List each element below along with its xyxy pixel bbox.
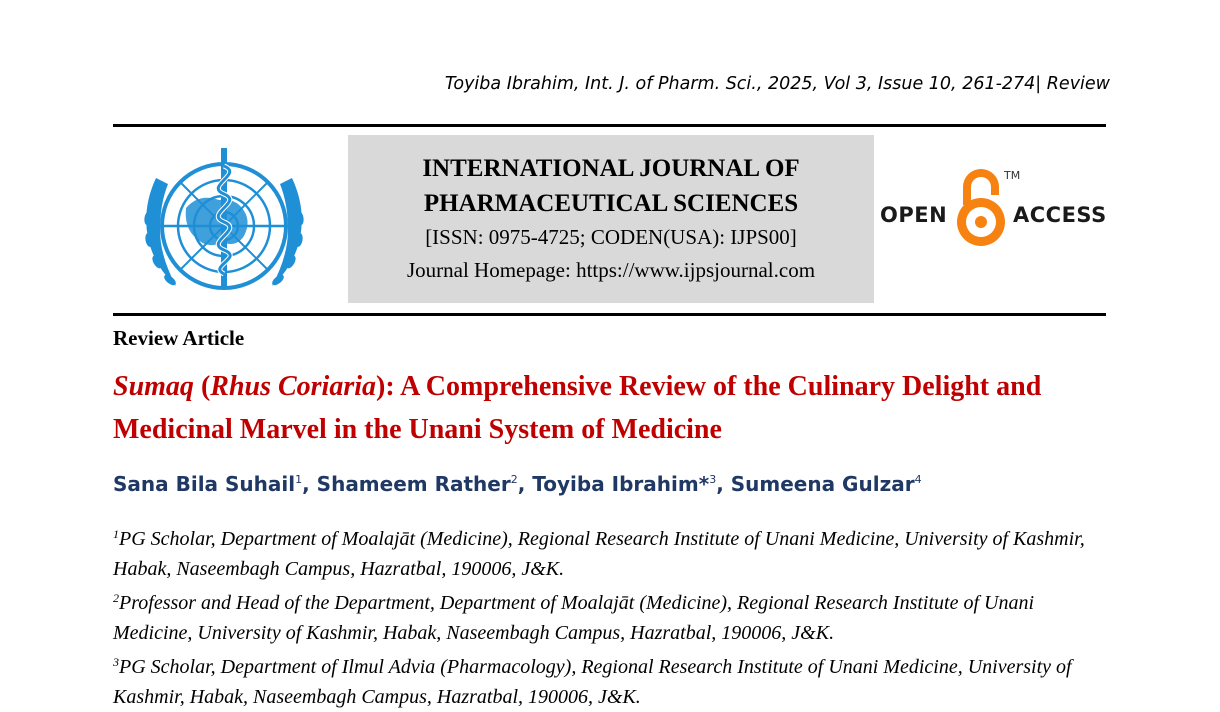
author-sup: 2: [510, 473, 518, 486]
affiliation-sup: 1: [113, 527, 119, 541]
article-title: [113, 365, 1113, 451]
author-name: Sumeena Gulzar: [730, 472, 915, 496]
author-sup: 4: [914, 473, 922, 486]
running-head: Toyiba Ibrahim, Int. J. of Pharm. Sci., 2025, Vol 3, Issue 10, 261-274| Review: [444, 74, 1110, 94]
title-rest: ): A Comprehensive Review of the Culinary Delight and Medicinal Marvel in the Unani System of Medicine: [113, 371, 1042, 445]
journal-name-line1: INTERNATIONAL JOURNAL OF: [422, 155, 800, 182]
author-sup: 3: [709, 473, 717, 486]
title-italic-sumaq: Sumaq: [113, 371, 194, 402]
affiliation-item: [113, 584, 1113, 648]
journal-homepage: Journal Homepage: https://www.ijpsjournal.com: [406, 258, 816, 282]
journal-masthead: [348, 135, 874, 303]
affiliation-list: [113, 520, 1113, 712]
affiliation-text: PG Scholar, Department of Ilmul Advia (Pharmacology), Regional Research Institute of Unani Medicine, University of Kashmir, Habak, Naseembagh Campus, Hazratbal, 190006, J&K.: [113, 656, 1072, 708]
title-italic-species: Rhus Coriaria: [210, 371, 377, 402]
affiliation-item: [113, 520, 1113, 584]
affiliation-item: [113, 648, 1113, 712]
open-access-lock-icon: [953, 165, 1009, 251]
journal-issn: [ISSN: 0975-4725; CODEN(USA): IJPS00]: [425, 225, 797, 249]
article-type: Review Article: [113, 326, 245, 350]
affiliation-sup: 2: [113, 591, 119, 605]
affiliation-sup: 3: [113, 655, 119, 669]
trademark-mark: TM: [1004, 169, 1021, 182]
author-separator: ,: [302, 472, 317, 496]
affiliation-text: PG Scholar, Department of Moalajāt (Medicine), Regional Research Institute of Unani Medicine, University of Kashmir, Habak, Naseembagh Campus, Hazratbal, 190006, J&K.: [113, 528, 1085, 580]
affiliation-text: Professor and Head of the Department, Department of Moalajāt (Medicine), Regional Research Institute of Unani Medicine, University of Kashmir, Habak, Naseembagh Campus, Hazratbal, 190006, J&K.: [113, 592, 1035, 644]
author-name: Shameem Rather: [316, 472, 511, 496]
author-separator: ,: [517, 472, 533, 496]
author-name: Sana Bila Suhail: [113, 472, 296, 496]
open-access-word-open: OPEN: [880, 203, 948, 227]
author-list: [113, 472, 922, 496]
author-separator: ,: [716, 472, 731, 496]
journal-name-line2: PHARMACEUTICAL SCIENCES: [423, 190, 799, 217]
title-paren-open: (: [193, 371, 211, 402]
author-name: Toyiba Ibrahim*: [532, 472, 710, 496]
top-rule: [113, 124, 1106, 127]
author-sup: 1: [295, 473, 303, 486]
open-access-word-access: ACCESS: [1013, 203, 1107, 227]
open-access-logo: [880, 165, 1110, 255]
who-emblem-icon: [124, 138, 324, 308]
bottom-rule: [113, 313, 1106, 316]
